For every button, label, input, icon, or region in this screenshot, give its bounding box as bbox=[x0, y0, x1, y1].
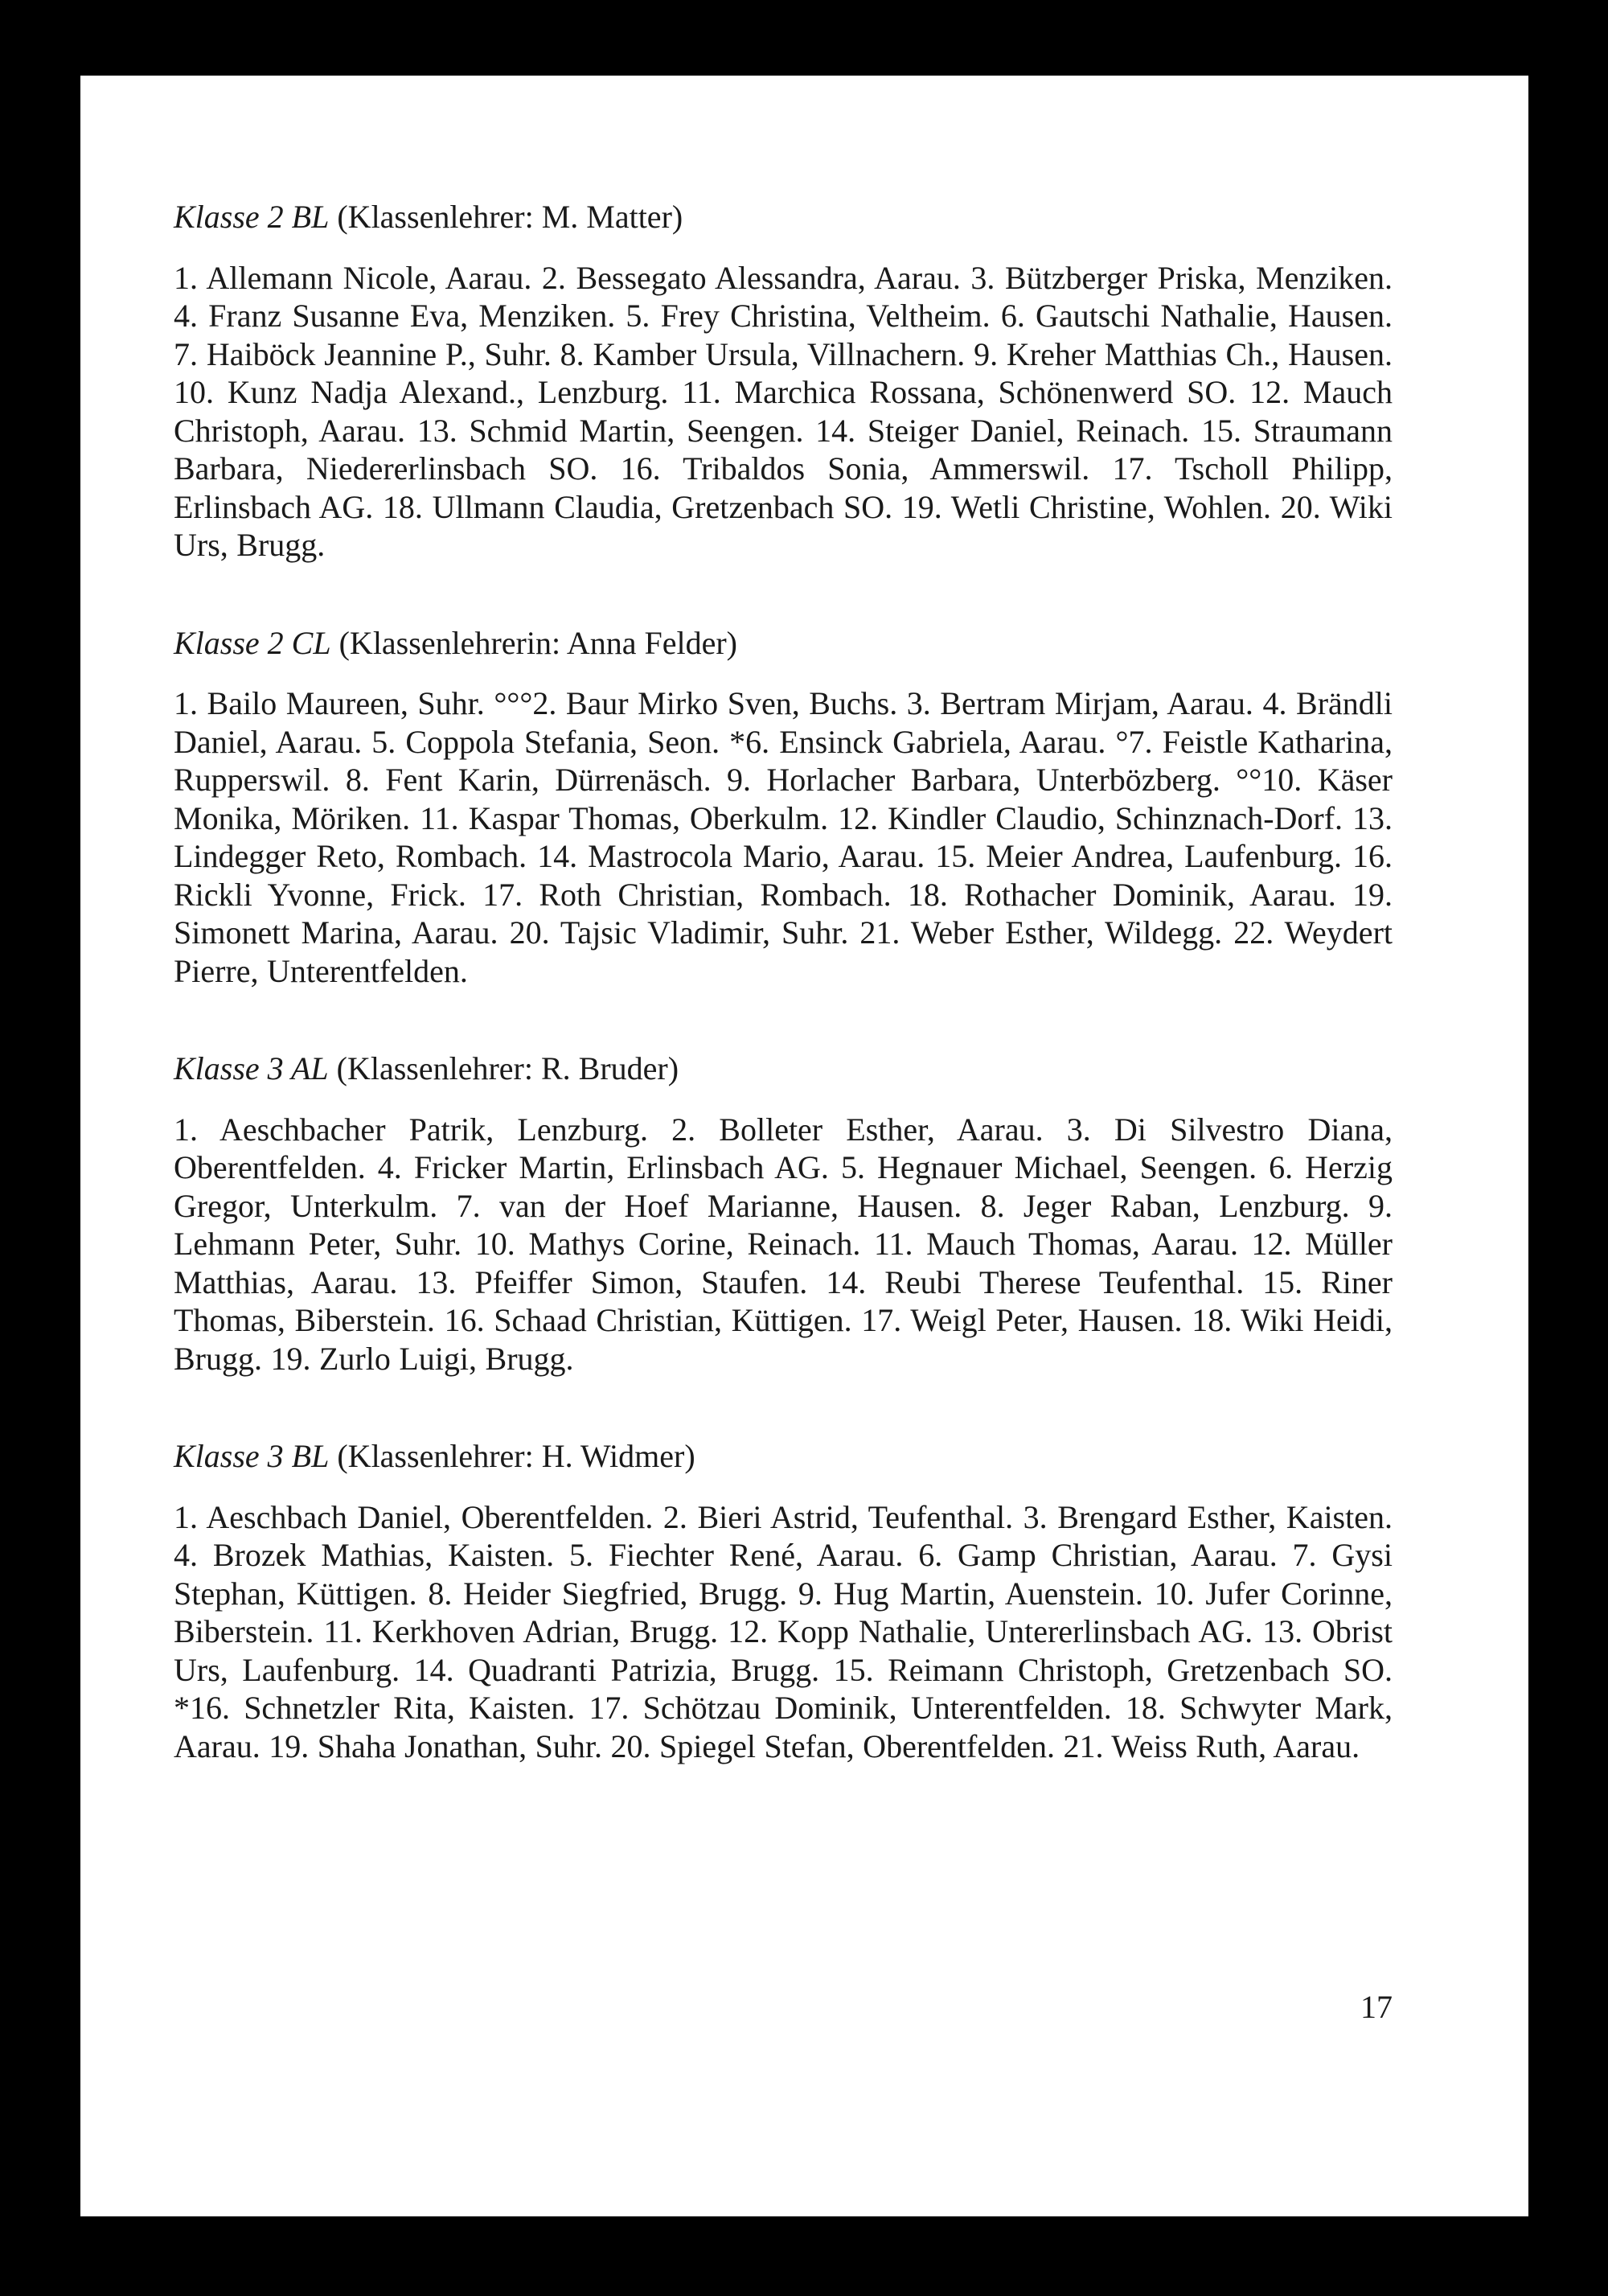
student-list: 1. Bailo Maureen, Suhr. °°°2. Baur Mirko Sven, Buchs. 3. Bertram Mirjam, Aarau. 4. Brändli Daniel, Aarau. 5. Coppola Stefania, Seon. *6. Ensinck Gabriela, Aarau. °7. Feistle Katharina, Rupperswil. 8. Fent Karin, Dürrenäsch. 9. Horlacher Barbara, Unterbözberg. °°10. Käser Monika, Möriken. 11. Kaspar Thomas, Oberkulm. 12. Kindler Claudio, Schinznach-Dorf. 13. Lindegger Reto, Rombach. 14. Mastrocola Mario, Aarau. 15. Meier Andrea, Laufenburg. 16. Rickli Yvonne, Frick. 17. Roth Christian, Rombach. 18. Rothacher Dominik, Aarau. 19. Simonett Marina, Aarau. 20. Tajsic Vladimir, Suhr. 21. Weber Esther, Wildegg. 22. Weydert Pierre, Unterentfelden. bbox=[174, 685, 1393, 989]
section-3bl bbox=[174, 1437, 1393, 1765]
class-name: Klasse 2 BL bbox=[174, 199, 330, 235]
student-list: 1. Aeschbacher Patrik, Lenzburg. 2. Bolleter Esther, Aarau. 3. Di Silvestro Diana, Oberentfelden. 4. Fricker Martin, Erlinsbach AG. 5. Hegnauer Michael, Seengen. 6. Herzig Gregor, Unterkulm. 7. van der Hoef Marianne, Hausen. 8. Jeger Raban, Lenzburg. 9. Lehmann Peter, Suhr. 10. Mathys Corine, Reinach. 11. Mauch Thomas, Aarau. 12. Müller Matthias, Aarau. 13. Pfeiffer Simon, Staufen. 14. Reubi Therese Teufenthal. 15. Riner Thomas, Biberstein. 16. Schaad Christian, Küttigen. 17. Weigl Peter, Hausen. 18. Wiki Heidi, Brugg. 19. Zurlo Luigi, Brugg. bbox=[174, 1111, 1393, 1377]
class-teacher: (Klassenlehrer: H. Widmer) bbox=[337, 1438, 695, 1474]
class-lists bbox=[174, 198, 1393, 1825]
section-heading bbox=[174, 624, 1393, 663]
student-list: 1. Aeschbach Daniel, Oberentfelden. 2. Bieri Astrid, Teufenthal. 3. Brengard Esther, Kaisten. 4. Brozek Mathias, Kaisten. 5. Fiechter René, Aarau. 6. Gamp Christian, Aarau. 7. Gysi Stephan, Küttigen. 8. Heider Siegfried, Brugg. 9. Hug Martin, Auenstein. 10. Jufer Corinne, Biberstein. 11. Kerkhoven Adrian, Brugg. 12. Kopp Nathalie, Untererlinsbach AG. 13. Obrist Urs, Laufenburg. 14. Quadranti Patrizia, Brugg. 15. Reimann Christoph, Gretzenbach SO. *16. Schnetzler Rita, Kaisten. 17. Schötzau Dominik, Unterentfelden. 18. Schwyter Mark, Aarau. 19. Shaha Jonathan, Suhr. 20. Spiegel Stefan, Oberentfelden. 21. Weiss Ruth, Aarau. bbox=[174, 1498, 1393, 1764]
section-3al bbox=[174, 1049, 1393, 1378]
section-2bl bbox=[174, 198, 1393, 565]
student-list: 1. Allemann Nicole, Aarau. 2. Bessegato Alessandra, Aarau. 3. Bützberger Priska, Menziken. 4. Franz Susanne Eva, Menziken. 5. Frey Christina, Veltheim. 6. Gautschi Nathalie, Hausen. 7. Haiböck Jeannine P., Suhr. 8. Kamber Ursula, Villnachern. 9. Kreher Matthias Ch., Hausen. 10. Kunz Nadja Alexand., Lenzburg. 11. Marchica Rossana, Schönenwerd SO. 12. Mauch Christoph, Aarau. 13. Schmid Martin, Seengen. 14. Steiger Daniel, Reinach. 15. Straumann Barbara, Niedererlinsbach SO. 16. Tribaldos Sonia, Ammerswil. 17. Tscholl Philipp, Erlinsbach AG. 18. Ullmann Claudia, Gretzenbach SO. 19. Wetli Christine, Wohlen. 20. Wiki Urs, Brugg. bbox=[174, 259, 1393, 563]
class-teacher: (Klassenlehrer: R. Bruder) bbox=[336, 1050, 679, 1086]
page-number: 17 bbox=[1360, 1989, 1393, 2025]
class-name: Klasse 2 CL bbox=[174, 624, 331, 661]
class-name: Klasse 3 AL bbox=[174, 1050, 329, 1086]
class-name: Klasse 3 BL bbox=[174, 1438, 330, 1474]
document-page bbox=[80, 76, 1528, 2216]
class-teacher: (Klassenlehrerin: Anna Felder) bbox=[338, 624, 737, 661]
section-heading bbox=[174, 1437, 1393, 1476]
section-heading bbox=[174, 1049, 1393, 1088]
section-2cl bbox=[174, 624, 1393, 991]
section-heading bbox=[174, 198, 1393, 236]
class-teacher: (Klassenlehrer: M. Matter) bbox=[337, 199, 683, 235]
